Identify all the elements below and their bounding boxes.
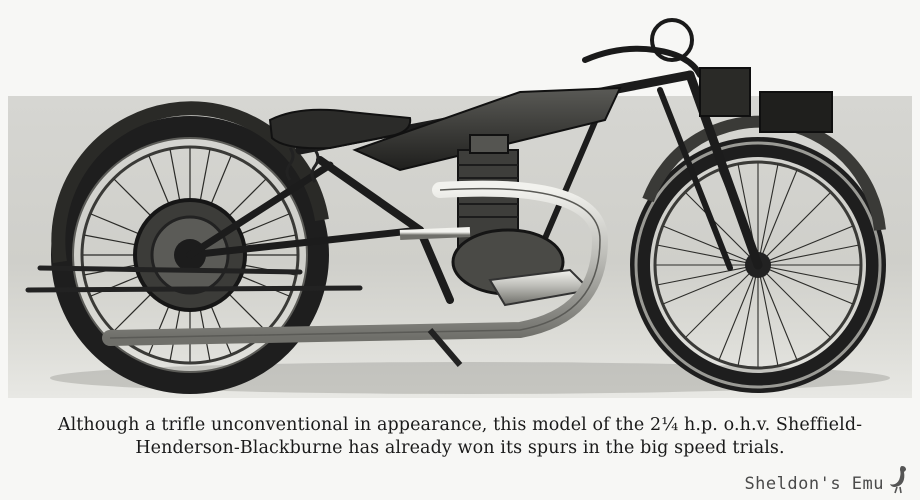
caption-line-2: Henderson-Blackburne has already won its spurs in the big speed trials. (135, 438, 785, 458)
caption-line-1: Although a trifle unconventional in appearance, this model of the 2¼ h.p. o.h.v. Sheffield- (57, 415, 863, 435)
headlamp-box (700, 68, 750, 116)
engine (453, 135, 590, 305)
number-plate (760, 92, 832, 132)
watermark-text: Sheldon's Emu (744, 474, 884, 494)
watermark (744, 464, 912, 494)
photo-caption (0, 414, 920, 460)
emu-bird-icon (888, 464, 912, 494)
